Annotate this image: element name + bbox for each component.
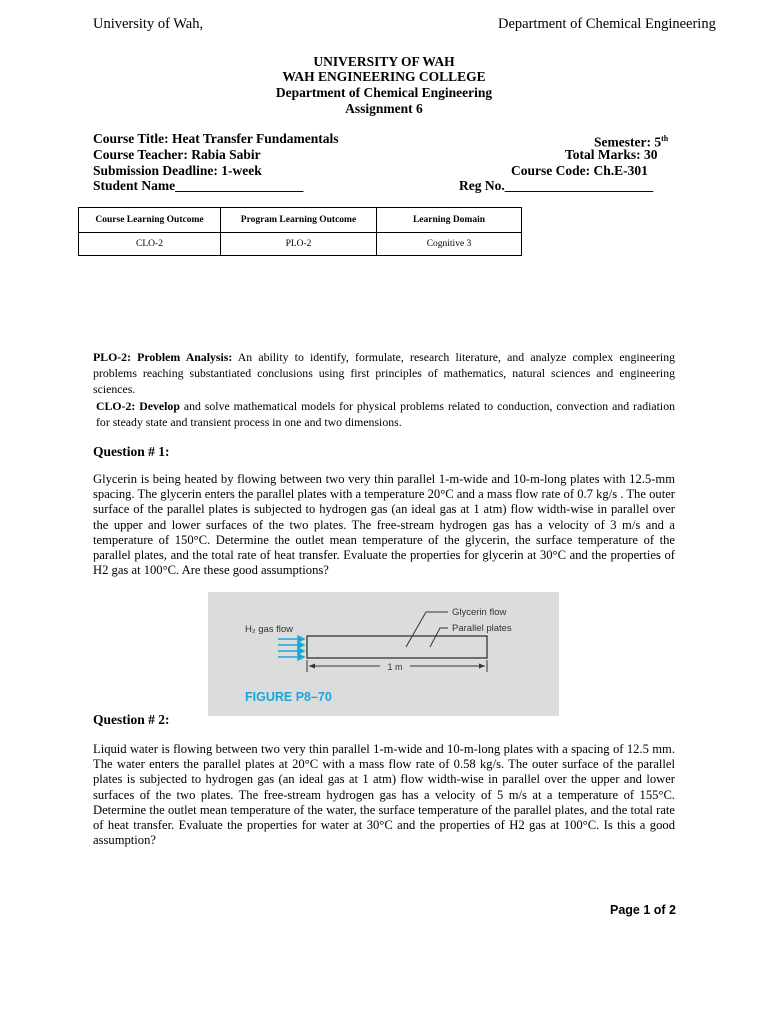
table-row (79, 233, 522, 256)
total-marks: Total Marks: 30 (565, 147, 658, 162)
semester-suffix: th (661, 134, 669, 143)
title-assignment: Assignment 6 (345, 101, 423, 116)
figure-caption: FIGURE P8–70 (245, 690, 332, 704)
table-cell: PLO-2 (221, 233, 377, 256)
plo-text: An ability to identify, formulate, research literature, and analyze complex engineering problems reaching substantiated conclusions using first principles of mathematics, natural sciences and engineering sciences. (93, 350, 675, 397)
table-cell: CLO-2 (79, 233, 221, 256)
figure-drawing (208, 592, 559, 716)
plo-paragraph (93, 349, 675, 398)
parallel-plates-shape (307, 636, 487, 658)
gas-flow-arrows (278, 636, 304, 660)
plo-label: PLO-2: Problem Analysis: (93, 350, 233, 364)
clo-label: CLO-2: Develop (96, 399, 180, 413)
table-header-cell: Program Learning Outcome (221, 208, 377, 233)
question-1-title: Question # 1: (93, 444, 170, 459)
plates-leader-line (430, 628, 448, 647)
title-university: UNIVERSITY OF WAH (313, 54, 455, 69)
header-university: University of Wah, (93, 16, 204, 32)
gas-flow-label: H₂ gas flow (245, 624, 294, 635)
course-title: Course Title: Heat Transfer Fundamentals (93, 131, 339, 146)
dimension-label: 1 m (387, 662, 403, 672)
course-code: Course Code: Ch.E-301 (511, 163, 648, 178)
figure-p8-70 (208, 592, 559, 716)
clo-paragraph (96, 398, 675, 430)
glycerin-flow-label: Glycerin flow (452, 607, 507, 618)
student-name: Student Name___________________ (93, 178, 304, 193)
clo-text: and solve mathematical models for physical problems related to conduction, convection and radiation for steady state and transient process in one and two dimensions. (96, 399, 675, 430)
table-cell: Cognitive 3 (377, 233, 522, 256)
reg-no: Reg No.______________________ (459, 178, 654, 193)
course-teacher: Course Teacher: Rabia Sabir (93, 147, 261, 162)
question-2-text: Liquid water is flowing between two very thin parallel 1-m-wide and 10-m-long plates with a spacing of 12.5 mm. The water enters the parallel plates at 20°C with a mass flow rate of 0.58 kg/s. The outer surface of the parallel plates is subjected to hydrogen gas (an ideal gas at 1 atm) flow width-wise in parallel over the upper and lower surfaces of the two plates. The free-stream hydrogen gas has a velocity of 5 m/s at a temperature of 155°C. Determine the outlet mean temperature of the water, the surface temperature of the parallel plates, and the total rate of heat transfer. Evaluate the properties for water at 30°C and the properties of H2 gas at 100°C. Is this a good assumption? (93, 742, 675, 848)
title-department: Department of Chemical Engineering (275, 85, 493, 100)
glycerin-leader-line (406, 612, 448, 647)
table-header-cell: Course Learning Outcome (79, 208, 221, 233)
header-department: Department of Chemical Engineering (498, 16, 716, 32)
table-header-cell: Learning Domain (377, 208, 522, 233)
submission-deadline: Submission Deadline: 1-week (93, 163, 262, 178)
page-number: Page 1 of 2 (610, 903, 676, 917)
title-college: WAH ENGINEERING COLLEGE (282, 69, 486, 84)
semester-value: Semester: 5 (594, 134, 662, 150)
table-header-row (79, 208, 522, 233)
outcomes-table (78, 207, 522, 256)
question-2-title: Question # 2: (93, 712, 170, 727)
parallel-plates-label: Parallel plates (452, 623, 512, 634)
question-1-text: Glycerin is being heated by flowing between two very thin parallel 1-m-wide and 10-m-long plates with 12.5-mm spacing. The glycerin enters the parallel plates with a temperature 20°C and a mass flow rate of 0.7 kg/s . The outer surface of the parallel plates is subjected to hydrogen gas (an ideal gas at 1 atm) flow width-wise in parallel over the upper and lower surfaces of the two plates. The free-stream hydrogen gas has a velocity of 3 m/s and a temperature of 150°C. Determine the outlet mean temperature of the glycerin, the surface temperature of the parallel plates, and the total rate of heat transfer. Evaluate the properties for glycerin at 30°C and the properties of H2 gas at 100°C. Are these good assumptions? (93, 472, 675, 578)
